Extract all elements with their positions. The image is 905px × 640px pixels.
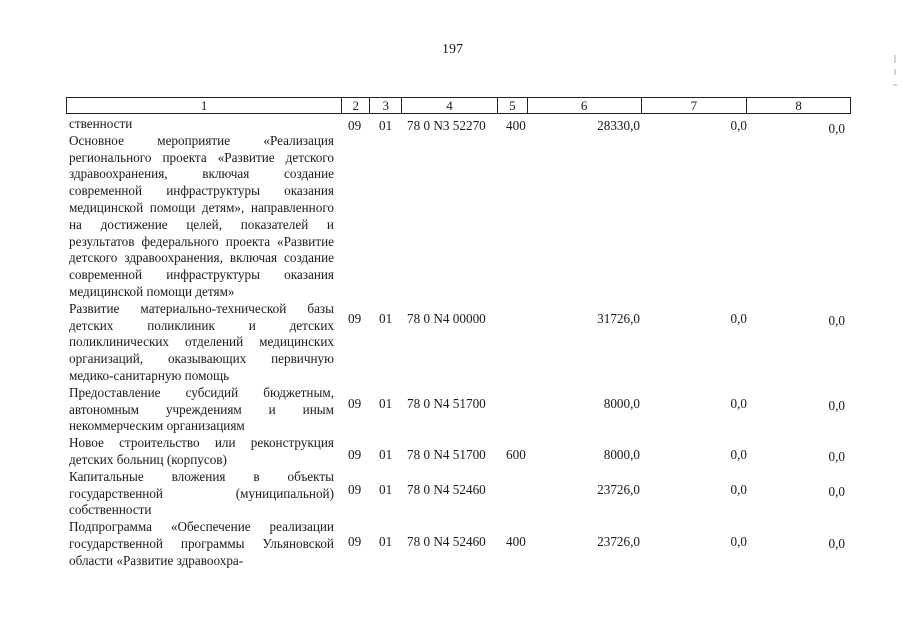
cell-amount-2: 0,0 <box>730 311 747 326</box>
cell-target-article: 78 0 N4 52460 <box>407 534 486 549</box>
cell-amount-3: 0,0 <box>828 449 845 464</box>
header-col-2: 2 <box>342 98 370 113</box>
page-number: 197 <box>442 42 463 57</box>
cell-amount-2: 0,0 <box>730 447 747 462</box>
cell-expense-type: 600 <box>506 447 526 462</box>
scan-artifact-icon <box>889 55 901 115</box>
cell-section: 09 <box>348 118 362 133</box>
cell-amount-1: 31726,0 <box>597 311 640 326</box>
table-row <box>0 396 905 412</box>
table-row <box>0 482 905 498</box>
row-description: ственности <box>69 116 133 131</box>
row-description: Основное мероприятие «Реализация регионального проекта «Развитие детского здравоохранения, включая создание современной инфраструктуры оказания медицинской помощи детям», направленного на достижение целей, показателей и результатов федерального проекта «Развитие детского здравоохранения, включая создание современной инфраструктуры оказания медицинской помощи детям» <box>69 132 334 299</box>
cell-amount-1: 23726,0 <box>597 534 640 549</box>
cell-subsection: 01 <box>379 311 393 326</box>
row-descriptions <box>69 116 334 570</box>
cell-section: 09 <box>348 311 362 326</box>
cell-section: 09 <box>348 482 362 497</box>
table-header <box>66 97 851 114</box>
cell-subsection: 01 <box>379 396 393 411</box>
cell-section: 09 <box>348 396 362 411</box>
cell-amount-1: 23726,0 <box>597 482 640 497</box>
cell-amount-3: 0,0 <box>828 121 845 136</box>
header-col-3: 3 <box>370 98 402 113</box>
cell-target-article: 78 0 N4 00000 <box>407 311 486 326</box>
cell-section: 09 <box>348 534 362 549</box>
cell-target-article: 78 0 N4 51700 <box>407 396 486 411</box>
cell-amount-3: 0,0 <box>828 313 845 328</box>
scan-margin-marks <box>889 55 901 115</box>
row-description: Развитие материально-технической базы детских поликлиник и детских поликлинических отделений медицинских организаций, оказывающих первичную медико-санитарную помощь <box>69 300 334 383</box>
cell-subsection: 01 <box>379 482 393 497</box>
row-description: Предоставление субсидий бюджетным, автономным учреждениям и иным некоммерческим организациям <box>69 384 334 434</box>
cell-target-article: 78 0 N4 51700 <box>407 447 486 462</box>
row-description: Капитальные вложения в объекты государственной (муниципальной) собственности <box>69 468 334 518</box>
header-col-6: 6 <box>528 98 642 113</box>
cell-amount-1: 8000,0 <box>603 447 640 462</box>
cell-section: 09 <box>348 447 362 462</box>
cell-amount-3: 0,0 <box>828 398 845 413</box>
header-col-1: 1 <box>67 98 342 113</box>
cell-amount-1: 28330,0 <box>597 118 640 133</box>
header-col-8: 8 <box>795 98 802 113</box>
row-description: Подпрограмма «Обеспечение реализации государственной программы Ульяновской области «Развитие здравоохра- <box>69 519 334 568</box>
cell-target-article: 78 0 N3 52270 <box>407 118 486 133</box>
table-row <box>0 311 905 327</box>
cell-amount-3: 0,0 <box>828 536 845 551</box>
cell-amount-1: 8000,0 <box>603 396 640 411</box>
cell-subsection: 01 <box>379 534 393 549</box>
cell-target-article: 78 0 N4 52460 <box>407 482 486 497</box>
row-description: Новое строительство или реконструкция детских больниц (корпусов) <box>69 435 334 467</box>
header-col-4: 4 <box>402 98 498 113</box>
table-row <box>0 447 905 463</box>
cell-amount-2: 0,0 <box>730 396 747 411</box>
cell-expense-type: 400 <box>506 534 526 549</box>
cell-subsection: 01 <box>379 118 393 133</box>
cell-amount-2: 0,0 <box>730 534 747 549</box>
cell-amount-2: 0,0 <box>730 118 747 133</box>
cell-amount-2: 0,0 <box>730 482 747 497</box>
cell-expense-type: 400 <box>506 118 526 133</box>
cell-subsection: 01 <box>379 447 393 462</box>
header-col-7: 7 <box>642 98 748 113</box>
header-col-5: 5 <box>498 98 528 113</box>
cell-amount-3: 0,0 <box>828 484 845 499</box>
table-row <box>0 534 905 550</box>
table-row <box>0 118 905 134</box>
